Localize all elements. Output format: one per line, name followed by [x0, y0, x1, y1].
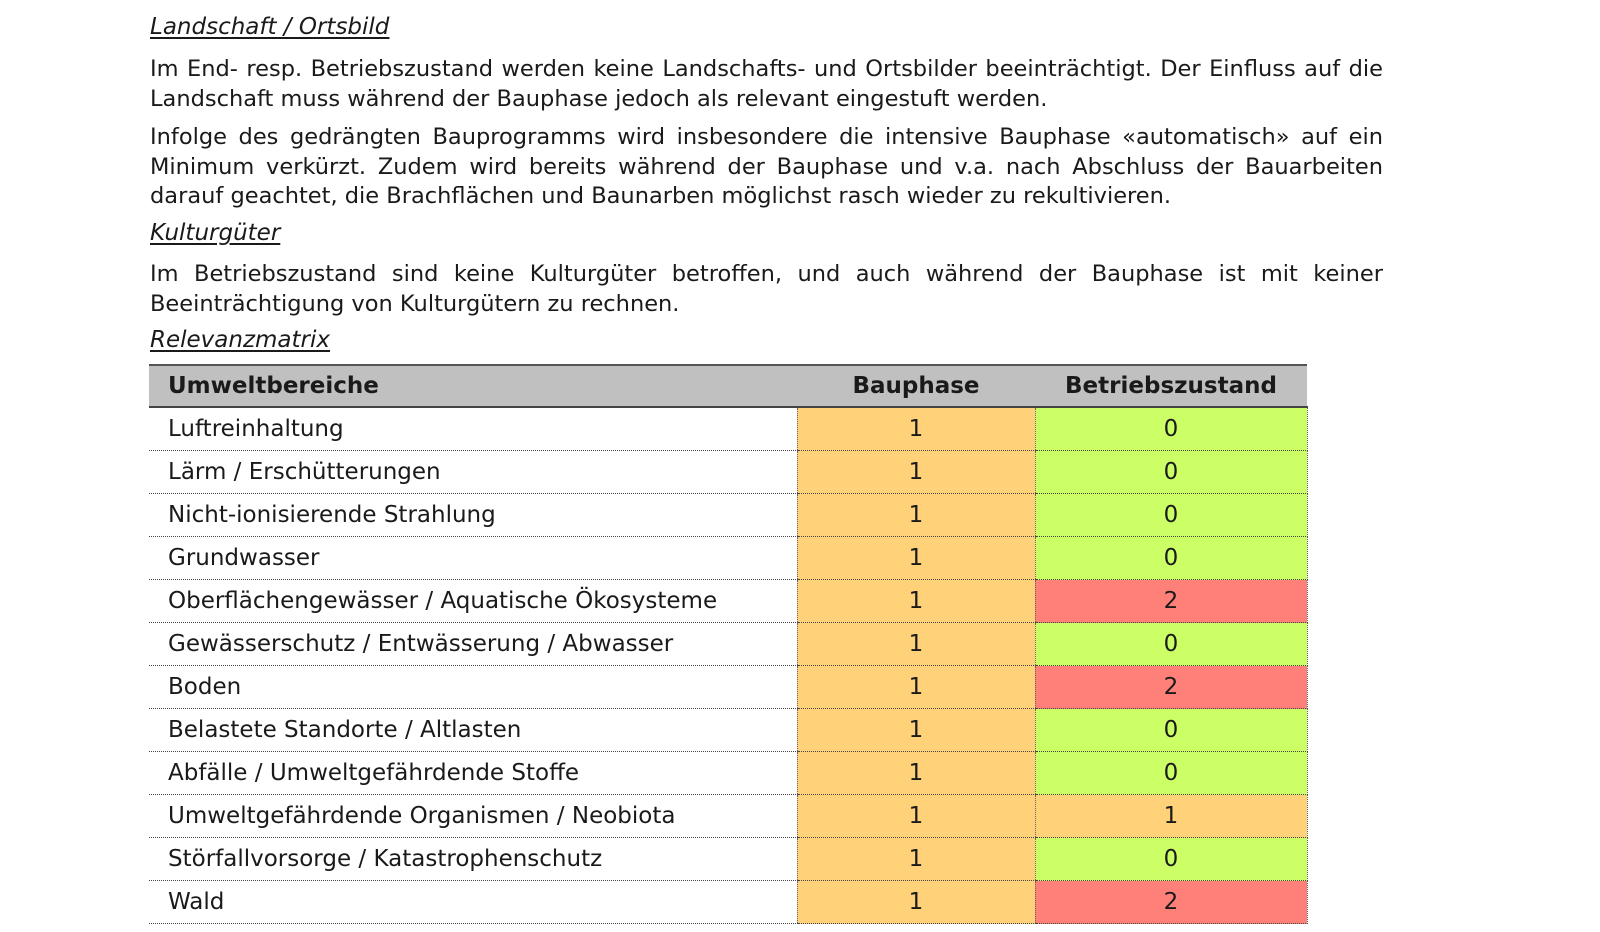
cell-environment-area: Umweltgefährdende Organismen / Neobiota: [149, 795, 797, 838]
section-heading-matrix: Relevanzmatrix: [150, 327, 331, 353]
cell-operating-state-rating: 0: [1035, 407, 1307, 451]
header-construction-phase: Bauphase: [797, 365, 1035, 407]
cell-operating-state-rating: 2: [1035, 666, 1307, 709]
cell-environment-area: Gewässerschutz / Entwässerung / Abwasser: [149, 623, 797, 666]
cell-environment-area: Belastete Standorte / Altlasten: [149, 709, 797, 752]
cell-construction-phase-rating: 1: [797, 494, 1035, 537]
cell-operating-state-rating: 1: [1035, 795, 1307, 838]
header-operating-state: Betriebszustand: [1035, 365, 1307, 407]
table-row: [149, 709, 1307, 752]
table-row: [149, 666, 1307, 709]
table-row: [149, 838, 1307, 881]
cell-operating-state-rating: 0: [1035, 494, 1307, 537]
paragraph-landscape-1: Im End- resp. Betriebszustand werden keine Landschafts- und Ortsbilder beeinträchtigt. Der Einfluss auf die Landschaft muss während der Bauphase jedoch als relevant eingestuft werden.: [150, 56, 1383, 112]
table-row: [149, 881, 1307, 924]
cell-construction-phase-rating: 1: [797, 752, 1035, 795]
paragraph-culture-1: Im Betriebszustand sind keine Kulturgüter betroffen, und auch während der Bauphase ist mit keiner Beeinträchtigung von Kulturgütern zu rechnen.: [150, 261, 1383, 317]
section-heading-culture: Kulturgüter: [150, 220, 281, 246]
cell-construction-phase-rating: 1: [797, 881, 1035, 924]
cell-operating-state-rating: 0: [1035, 537, 1307, 580]
cell-environment-area: Boden: [149, 666, 797, 709]
cell-environment-area: Luftreinhaltung: [149, 407, 797, 451]
table-row: [149, 494, 1307, 537]
cell-construction-phase-rating: 1: [797, 709, 1035, 752]
table-row: [149, 623, 1307, 666]
cell-construction-phase-rating: 1: [797, 451, 1035, 494]
table-header-row: [149, 365, 1307, 407]
paragraph-landscape-2: Infolge des gedrängten Bauprogramms wird insbesondere die intensive Bauphase «automatisch» auf ein Minimum verkürzt. Zudem wird bereits während der Bauphase und v.a. nach Abschluss der Bauarbeiten darauf geachtet, die Brachflächen und Baunarben möglichst rasch wieder zu rekultivieren.: [150, 124, 1383, 209]
table-row: [149, 580, 1307, 623]
header-environment-areas: Umweltbereiche: [149, 365, 797, 407]
cell-environment-area: Abfälle / Umweltgefährdende Stoffe: [149, 752, 797, 795]
cell-construction-phase-rating: 1: [797, 407, 1035, 451]
table-row: [149, 795, 1307, 838]
cell-operating-state-rating: 0: [1035, 752, 1307, 795]
cell-construction-phase-rating: 1: [797, 795, 1035, 838]
table-body: [149, 407, 1307, 924]
table-row: [149, 451, 1307, 494]
table-row: [149, 407, 1307, 451]
cell-operating-state-rating: 0: [1035, 451, 1307, 494]
cell-environment-area: Lärm / Erschütterungen: [149, 451, 797, 494]
relevance-matrix-table: [149, 364, 1308, 924]
cell-operating-state-rating: 2: [1035, 881, 1307, 924]
cell-construction-phase-rating: 1: [797, 623, 1035, 666]
cell-operating-state-rating: 0: [1035, 623, 1307, 666]
cell-construction-phase-rating: 1: [797, 666, 1035, 709]
cell-construction-phase-rating: 1: [797, 580, 1035, 623]
cell-operating-state-rating: 0: [1035, 838, 1307, 881]
cell-environment-area: Nicht-ionisierende Strahlung: [149, 494, 797, 537]
cell-environment-area: Oberflächengewässer / Aquatische Ökosysteme: [149, 580, 797, 623]
section-heading-landscape: Landschaft / Ortsbild: [150, 14, 390, 40]
cell-operating-state-rating: 2: [1035, 580, 1307, 623]
table-row: [149, 537, 1307, 580]
table-row: [149, 752, 1307, 795]
cell-construction-phase-rating: 1: [797, 537, 1035, 580]
cell-construction-phase-rating: 1: [797, 838, 1035, 881]
cell-operating-state-rating: 0: [1035, 709, 1307, 752]
cell-environment-area: Störfallvorsorge / Katastrophenschutz: [149, 838, 797, 881]
cell-environment-area: Wald: [149, 881, 797, 924]
cell-environment-area: Grundwasser: [149, 537, 797, 580]
